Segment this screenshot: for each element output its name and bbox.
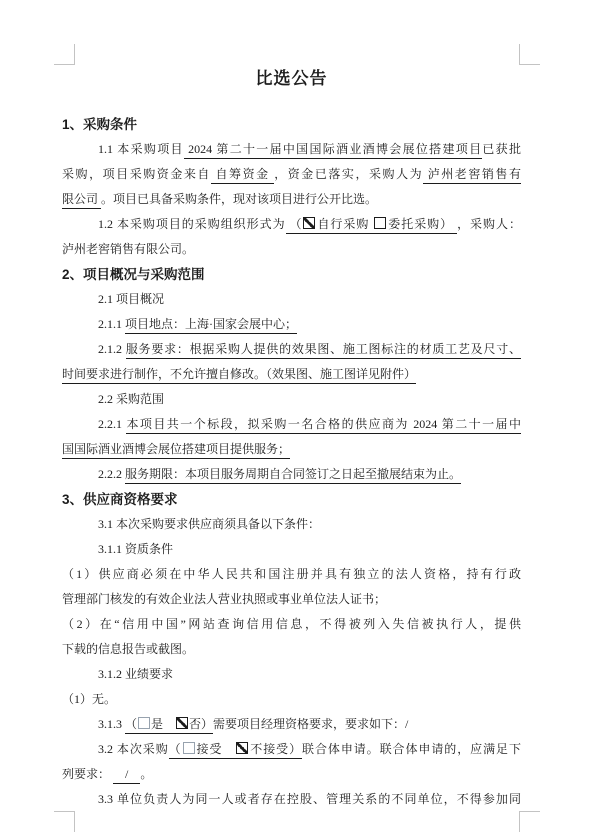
document-content bbox=[62, 66, 521, 812]
crop-mark-top-left bbox=[54, 44, 75, 65]
underlined-text bbox=[182, 742, 196, 759]
section-heading bbox=[62, 262, 521, 287]
underlined-text: 否） bbox=[189, 717, 213, 734]
doc-line bbox=[62, 612, 521, 637]
underlined-text bbox=[302, 217, 316, 234]
doc-text: 1.1 本采购项目 bbox=[98, 142, 184, 156]
doc-text: （2）在“信用中国”网站查询信用信息，不得被列入失信被执行人，提供 bbox=[62, 617, 521, 631]
doc-line bbox=[62, 362, 521, 387]
underlined-text: 是 bbox=[151, 717, 175, 734]
doc-text: ，采购人： bbox=[457, 217, 521, 231]
doc-text: 下载的信息报告或截图。 bbox=[62, 642, 195, 656]
underlined-text bbox=[175, 717, 189, 734]
document-title: 比选公告 bbox=[255, 69, 328, 88]
underlined-text: 项目地点：上海·国家会展中心； bbox=[125, 317, 297, 334]
doc-line bbox=[62, 562, 521, 587]
underlined-text: 2024 第二十一届中国国际酒业酒博会展位搭建项目 bbox=[184, 142, 483, 159]
doc-text: 1、采购条件 bbox=[62, 117, 138, 132]
checkbox-unchecked-icon[interactable] bbox=[138, 717, 150, 729]
doc-text: 。 bbox=[140, 767, 153, 781]
crop-mark-bottom-right bbox=[519, 811, 540, 832]
doc-line bbox=[62, 437, 521, 462]
doc-text: 联合体申请。联合体申请的，应满足下 bbox=[302, 742, 521, 756]
underlined-text bbox=[235, 742, 249, 759]
doc-text: 3.3 单位负责人为同一人或者存在控股、管理关系的不同单位，不得参加同 bbox=[98, 792, 521, 806]
underlined-text: （ bbox=[286, 217, 303, 234]
doc-line bbox=[62, 212, 521, 237]
section-heading bbox=[62, 112, 521, 137]
doc-text: 1.2 本采购项目的采购组织形式为 bbox=[98, 217, 286, 231]
doc-line bbox=[62, 512, 521, 537]
underlined-text: 自筹资金 bbox=[211, 167, 274, 184]
document-body bbox=[62, 112, 521, 812]
underlined-text: 委托采购） bbox=[387, 217, 457, 234]
crop-mark-top-right bbox=[519, 44, 540, 65]
doc-text: 3.1.1 资质条件 bbox=[98, 542, 174, 556]
doc-text: 3、供应商资格要求 bbox=[62, 492, 178, 507]
doc-text: 已获批 bbox=[482, 142, 521, 156]
doc-line bbox=[62, 637, 521, 662]
underlined-text: （ bbox=[169, 742, 182, 759]
doc-text: ，资金已落实，采购人为 bbox=[274, 167, 424, 181]
doc-line bbox=[62, 462, 521, 487]
doc-line bbox=[62, 187, 521, 212]
underlined-text: 泸州老窖销售有 bbox=[423, 167, 521, 184]
doc-line bbox=[62, 387, 521, 412]
doc-text: 2、项目概况与采购范围 bbox=[62, 267, 205, 282]
underlined-text: 限公司 bbox=[62, 192, 101, 209]
doc-text: 2.1.1 bbox=[98, 317, 125, 331]
doc-line bbox=[62, 587, 521, 612]
doc-line bbox=[62, 762, 521, 787]
doc-text: 2.1 项目概况 bbox=[98, 292, 165, 306]
doc-text: 2.2.2 bbox=[98, 467, 125, 481]
doc-text: 2.2 采购范围 bbox=[98, 392, 165, 406]
doc-text: 。项目已具备采购条件，现对该项目进行公开比选。 bbox=[101, 192, 378, 206]
section-heading bbox=[62, 487, 521, 512]
checkbox-checked-icon[interactable] bbox=[236, 742, 248, 754]
doc-line bbox=[62, 312, 521, 337]
doc-text: 列要求： bbox=[62, 767, 114, 781]
doc-text: （1）供应商必须在中华人民共和国注册并具有独立的法人资格，持有行政 bbox=[62, 567, 521, 581]
checkbox-unchecked-icon[interactable] bbox=[183, 742, 195, 754]
doc-line bbox=[62, 687, 521, 712]
doc-line bbox=[62, 737, 521, 762]
underlined-text bbox=[373, 217, 387, 234]
underlined-text: 国国际酒业酒博会展位搭建项目提供服务； bbox=[62, 442, 290, 459]
doc-line bbox=[62, 662, 521, 687]
underlined-text: 服务期限：本项目服务周期自合同签订之日起至撤展结束为止。 bbox=[125, 467, 461, 484]
doc-text: 3.1.3 bbox=[98, 717, 125, 731]
doc-line bbox=[62, 787, 521, 812]
doc-line bbox=[62, 237, 521, 262]
underlined-text: 不接受） bbox=[249, 742, 302, 759]
doc-line bbox=[62, 412, 521, 437]
underlined-text bbox=[137, 717, 151, 734]
doc-line bbox=[62, 712, 521, 737]
doc-text: 需要项目经理资格要求，要求如下：/ bbox=[213, 717, 409, 731]
underlined-text: / bbox=[113, 767, 140, 784]
doc-line bbox=[62, 337, 521, 362]
doc-text: （1）无。 bbox=[62, 692, 117, 706]
underlined-text: 时间要求进行制作，不允许擅自修改。（效果图、施工图详见附件） bbox=[62, 367, 416, 384]
doc-line bbox=[62, 537, 521, 562]
checkbox-checked-icon[interactable] bbox=[303, 217, 315, 229]
crop-mark-bottom-left bbox=[54, 811, 75, 832]
doc-line bbox=[62, 162, 521, 187]
doc-text: 2.1.2 bbox=[98, 342, 126, 356]
doc-text: 2.2.1 bbox=[98, 417, 127, 431]
underlined-text: 本项目共一个标段，拟采购一名合格的供应商为 2024 第二十一届中 bbox=[126, 417, 521, 434]
underlined-text: 服务要求：根据采购人提供的效果图、施工图标注的材质工艺及尺寸、 bbox=[126, 342, 521, 359]
checkbox-unchecked-icon[interactable] bbox=[374, 217, 386, 229]
doc-text: 3.1.2 业绩要求 bbox=[98, 667, 174, 681]
doc-line bbox=[62, 137, 521, 162]
doc-line bbox=[62, 287, 521, 312]
doc-text: 泸州老窖销售有限公司。 bbox=[62, 242, 195, 256]
underlined-text: 接受 bbox=[196, 742, 236, 759]
doc-text: 管理部门核发的有效企业法人营业执照或事业单位法人证书； bbox=[62, 592, 387, 606]
doc-text: 3.2 本次采购 bbox=[98, 742, 169, 756]
underlined-text: （ bbox=[125, 717, 137, 734]
doc-text: 采购，项目采购资金来自 bbox=[62, 167, 211, 181]
doc-text: 3.1 本次采购要求供应商须具备以下条件： bbox=[98, 517, 321, 531]
underlined-text: 自行采购 bbox=[316, 217, 373, 234]
checkbox-checked-icon[interactable] bbox=[176, 717, 188, 729]
